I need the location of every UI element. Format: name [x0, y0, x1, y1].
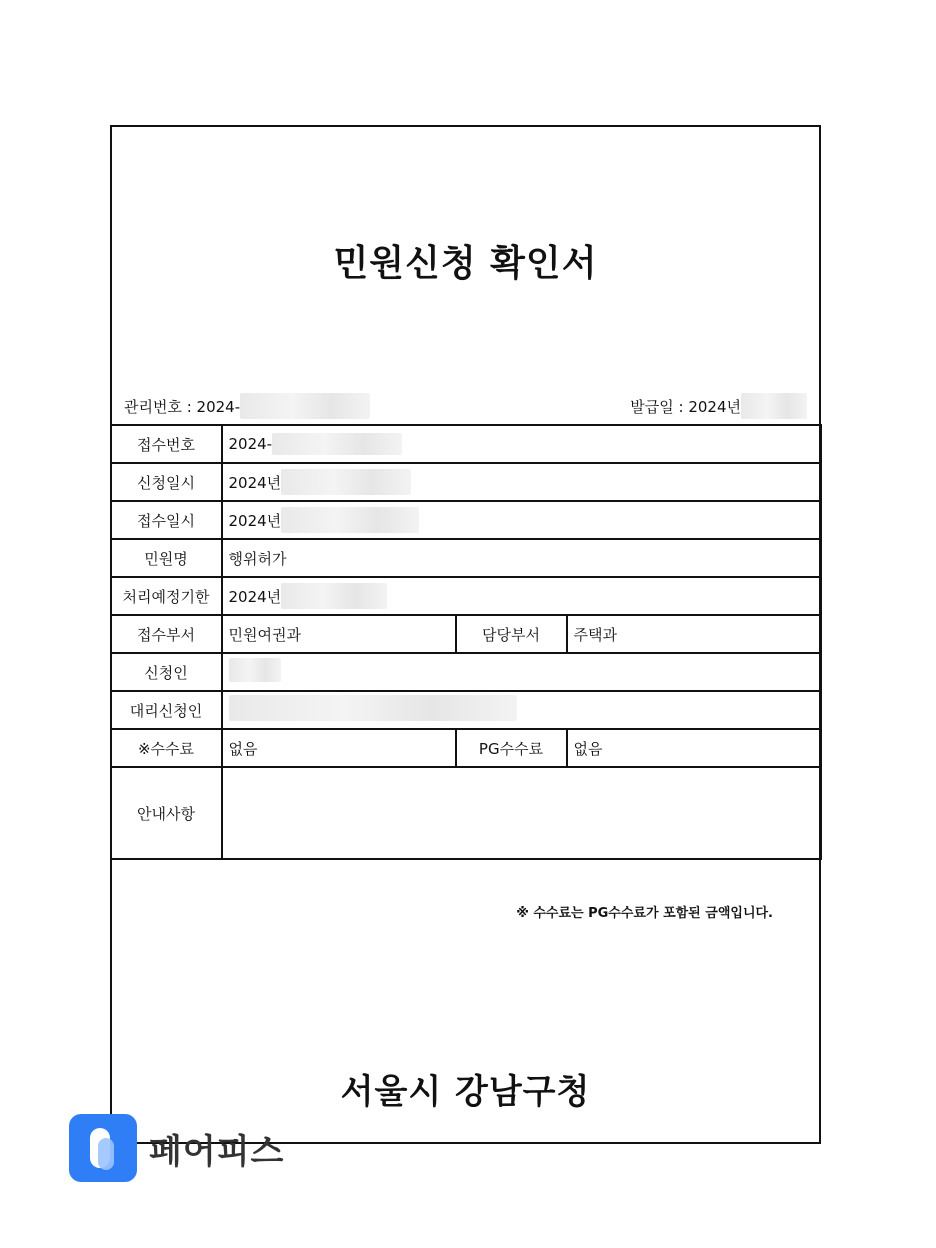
- table-row: [111, 615, 821, 653]
- table-row: [111, 653, 821, 691]
- table-row: [111, 501, 821, 539]
- table-row: [111, 691, 821, 729]
- pg-fee-label: PG수수료: [456, 729, 567, 767]
- watermark: [69, 1114, 284, 1182]
- pg-fee-value: 없음: [567, 729, 821, 767]
- issue-date: [630, 393, 807, 419]
- table-row: [111, 539, 821, 577]
- notice-label: 안내사항: [111, 767, 222, 859]
- receipt-datetime-label: 접수일시: [111, 501, 222, 539]
- receipt-number-value: 2024-: [228, 435, 273, 453]
- brand-name: 페어피스: [149, 1131, 285, 1172]
- table-row: [111, 767, 821, 859]
- issue-date-label: 발급일 : 2024년: [630, 397, 741, 416]
- redacted-apply-datetime: [281, 469, 411, 495]
- apply-datetime-value: 2024년: [228, 473, 282, 492]
- redacted-agent: [229, 695, 517, 721]
- apply-datetime-label: 신청일시: [111, 463, 222, 501]
- application-table: [110, 424, 822, 860]
- receipt-datetime-value: 2024년: [228, 511, 282, 530]
- fee-value: 없음: [222, 729, 456, 767]
- handling-dept-label: 담당부서: [456, 615, 567, 653]
- issuer-name: 서울시 강남구청: [340, 1072, 591, 1112]
- notice-value: [222, 767, 821, 859]
- certificate-document: [110, 125, 821, 1144]
- management-number: [124, 393, 370, 419]
- fee-label: ※수수료: [111, 729, 222, 767]
- brand-logo-icon: [69, 1114, 137, 1182]
- redacted-receipt-datetime: [281, 507, 419, 533]
- handling-dept-value: 주택과: [567, 615, 821, 653]
- fee-note: ※ 수수료는 PG수수료가 포함된 금액입니다.: [516, 906, 773, 921]
- table-row: [111, 729, 821, 767]
- petition-name-label: 민원명: [111, 539, 222, 577]
- receipt-number-label: 접수번호: [111, 425, 222, 463]
- table-row: [111, 425, 821, 463]
- redacted-deadline: [281, 583, 387, 609]
- document-title: 민원신청 확인서: [333, 243, 598, 284]
- table-row: [111, 577, 821, 615]
- agent-label: 대리신청인: [111, 691, 222, 729]
- applicant-label: 신청인: [111, 653, 222, 691]
- petition-name-value: 행위허가: [222, 539, 821, 577]
- deadline-label: 처리예정기한: [111, 577, 222, 615]
- redacted-issue-date: [741, 393, 807, 419]
- redacted-receipt-number: [272, 433, 402, 455]
- receipt-dept-label: 접수부서: [111, 615, 222, 653]
- redacted-applicant: [229, 658, 281, 682]
- redacted-management-number: [240, 393, 370, 419]
- deadline-value: 2024년: [228, 587, 282, 606]
- receipt-dept-value: 민원여권과: [222, 615, 456, 653]
- management-number-label: 관리번호 : 2024-: [124, 397, 241, 416]
- table-row: [111, 463, 821, 501]
